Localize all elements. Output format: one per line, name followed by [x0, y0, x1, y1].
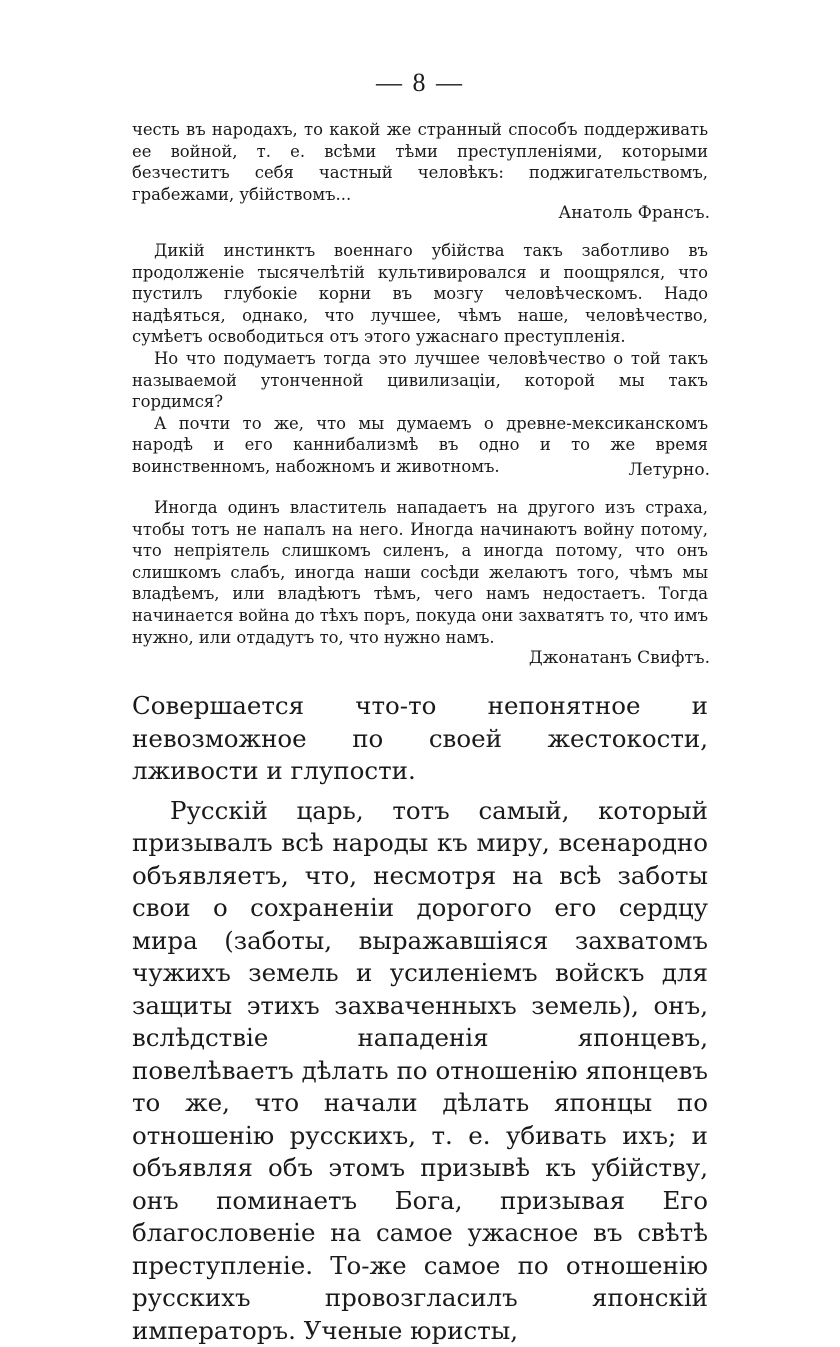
quote-paragraph: А почти то же, что мы думаемъ о древне-мексиканскомъ народѣ и его каннибализмѣ въ одно и то же время воинственномъ, набожномъ и животномъ. — [132, 413, 708, 478]
main-text — [132, 690, 708, 1347]
quote-paragraph: честь въ народахъ, то какой же странный способъ поддерживать ее войной, т. е. всѣми тѣми преступленіями, которыми безчеститъ себя частный человѣкъ: поджигательствомъ, грабежами, убійствомъ... — [132, 119, 708, 205]
quote-swift — [132, 497, 708, 648]
quote-attribution: Джонатанъ Свифтъ. — [529, 648, 710, 668]
main-paragraph: Совершается что-то непонятное и невозможное по своей жестокости, лживости и глупости. — [132, 690, 708, 788]
quote-anatole-france — [132, 119, 708, 205]
page-number: — 8 — — [0, 68, 840, 98]
quote-paragraph: Дикій инстинктъ военнаго убійства такъ заботливо въ продолженіе тысячелѣтій культивировался и поощрялся, что пустилъ глубокіе корни въ мозгу человѣческомъ. Надо надѣяться, однако, что лучшее, чѣмъ наше, человѣчество, сумѣетъ освободиться отъ этого ужаснаго преступленія. — [132, 240, 708, 348]
quote-attribution: Анатоль Франсъ. — [558, 203, 710, 223]
quote-attribution: Летурно. — [628, 460, 710, 480]
quote-letourneau — [132, 240, 708, 478]
main-paragraph: Русскій царь, тотъ самый, который призывалъ всѣ народы къ миру, всенародно объявляетъ, что, несмотря на всѣ заботы свои о сохраненіи дорогого его сердцу мира (заботы, выражавшіяся захватомъ чужихъ земель и усиленіемъ войскъ для защиты этихъ захваченныхъ земель), онъ, вслѣдствіе нападенія японцевъ, повелѣваетъ дѣлать по отношенію японцевъ то же, что начали дѣлать японцы по отношенію русскихъ, т. е. убивать ихъ; и объявляя объ этомъ призывѣ къ убійству, онъ поминаетъ Бога, призывая Его благословеніе на самое ужасное въ свѣтѣ преступленіе. То-же самое по отношенію русскихъ провозгласилъ японскій императоръ. Ученые юристы, — [132, 795, 708, 1347]
quote-paragraph: Но что подумаетъ тогда это лучшее человѣчество о той такъ называемой утонченной цивилизаціи, которой мы такъ гордимся? — [132, 348, 708, 413]
quote-paragraph: Иногда одинъ властитель нападаетъ на другого изъ страха, чтобы тотъ не напалъ на него. Иногда начинаютъ войну потому, что непріятель слишкомъ силенъ, а иногда потому, что онъ слишкомъ слабъ, иногда наши сосѣди желаютъ того, чѣмъ мы владѣемъ, или владѣютъ тѣмъ, чего намъ недостаетъ. Тогда начинается война до тѣхъ поръ, покуда они захватятъ то, что имъ нужно, или отдадутъ то, что нужно намъ. — [132, 497, 708, 648]
